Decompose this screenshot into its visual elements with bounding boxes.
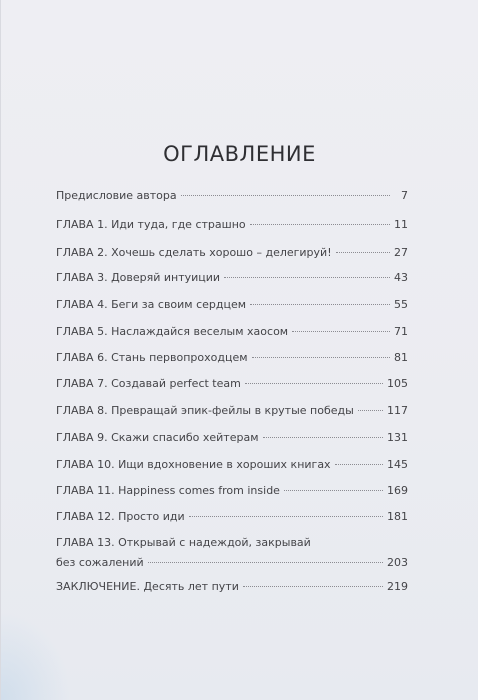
toc-page-number: 27 <box>394 246 408 259</box>
toc-entry-title: ГЛАВА 5. Наслаждайся веселым хаосом <box>56 325 289 338</box>
toc-page-number: 81 <box>394 351 408 364</box>
toc-entry-title: ГЛАВА 1. Иди туда, где страшно <box>56 218 246 231</box>
toc-entry-chapter-13 <box>56 536 408 570</box>
toc-entry-title: ГЛАВА 2. Хочешь сделать хорошо – делегируй! <box>56 246 332 259</box>
toc-entry-title: ГЛАВА 10. Ищи вдохновение в хороших книгах <box>56 458 331 471</box>
toc-entry-chapter-3 <box>56 271 408 285</box>
dot-leader <box>181 195 390 196</box>
toc-page-number: 11 <box>394 218 408 231</box>
toc-entry-chapter-6 <box>56 351 408 365</box>
toc-entry-title: ГЛАВА 13. Открывай с надеждой, закрывай <box>56 536 311 549</box>
dot-leader <box>250 304 390 305</box>
toc-entry-title: ЗАКЛЮЧЕНИЕ. Десять лет пути <box>56 580 239 593</box>
toc-entry-preface <box>56 189 408 203</box>
dot-leader <box>292 331 390 332</box>
toc-entry-chapter-11 <box>56 484 408 498</box>
toc-page-number: 181 <box>387 510 408 523</box>
toc-page-number: 43 <box>394 271 408 284</box>
toc-page-number: 7 <box>401 189 408 202</box>
toc-entry-title: ГЛАВА 8. Превращай эпик-фейлы в крутые победы <box>56 404 354 417</box>
dot-leader <box>263 437 384 438</box>
toc-page-number: 131 <box>387 431 408 444</box>
dot-leader <box>252 357 390 358</box>
toc-entry-title: ГЛАВА 3. Доверяй интуиции <box>56 271 221 284</box>
toc-entry-title: ГЛАВА 7. Создавай perfect team <box>56 377 241 390</box>
toc-entry-chapter-8 <box>56 404 408 418</box>
dot-leader <box>245 383 383 384</box>
toc-page-number: 219 <box>387 580 408 593</box>
dot-leader <box>224 277 390 278</box>
dot-leader <box>189 516 383 517</box>
toc-entry-chapter-10 <box>56 458 408 472</box>
dot-leader <box>243 586 383 587</box>
dot-leader <box>284 490 383 491</box>
toc-entry-title: ГЛАВА 4. Беги за своим сердцем <box>56 298 247 311</box>
dot-leader <box>336 252 390 253</box>
toc-page-number: 105 <box>387 377 408 390</box>
toc-entry-chapter-5 <box>56 325 408 339</box>
toc-entry-chapter-9 <box>56 431 408 445</box>
toc-page-number: 71 <box>394 325 408 338</box>
toc-entry-conclusion <box>56 580 408 594</box>
page-title: ОГЛАВЛЕНИЕ <box>163 142 316 166</box>
toc-entry-title: ГЛАВА 6. Стань первопроходцем <box>56 351 248 364</box>
toc-entry-chapter-12 <box>56 510 408 524</box>
toc-page-number: 145 <box>387 458 408 471</box>
toc-entry-title: ГЛАВА 12. Просто иди <box>56 510 185 523</box>
toc-entry-chapter-7 <box>56 377 408 391</box>
dot-leader <box>335 464 383 465</box>
toc-entry-title-continued: без сожалений <box>56 556 144 569</box>
toc-entry-chapter-1 <box>56 218 408 232</box>
toc-entry-title: ГЛАВА 9. Скажи спасибо хейтерам <box>56 431 259 444</box>
dot-leader <box>250 224 390 225</box>
toc-entry-chapter-2 <box>56 246 408 260</box>
page-corner-tint <box>1 610 71 700</box>
toc-page-number: 117 <box>387 404 408 417</box>
toc-entry-chapter-4 <box>56 298 408 312</box>
toc-page-number: 55 <box>394 298 408 311</box>
dot-leader <box>358 410 383 411</box>
toc-entry-title: ГЛАВА 11. Happiness comes from inside <box>56 484 280 497</box>
toc-page-number: 203 <box>387 556 408 569</box>
dot-leader <box>148 562 383 563</box>
toc-page-number: 169 <box>387 484 408 497</box>
toc-entry-title: Предисловие автора <box>56 189 177 202</box>
